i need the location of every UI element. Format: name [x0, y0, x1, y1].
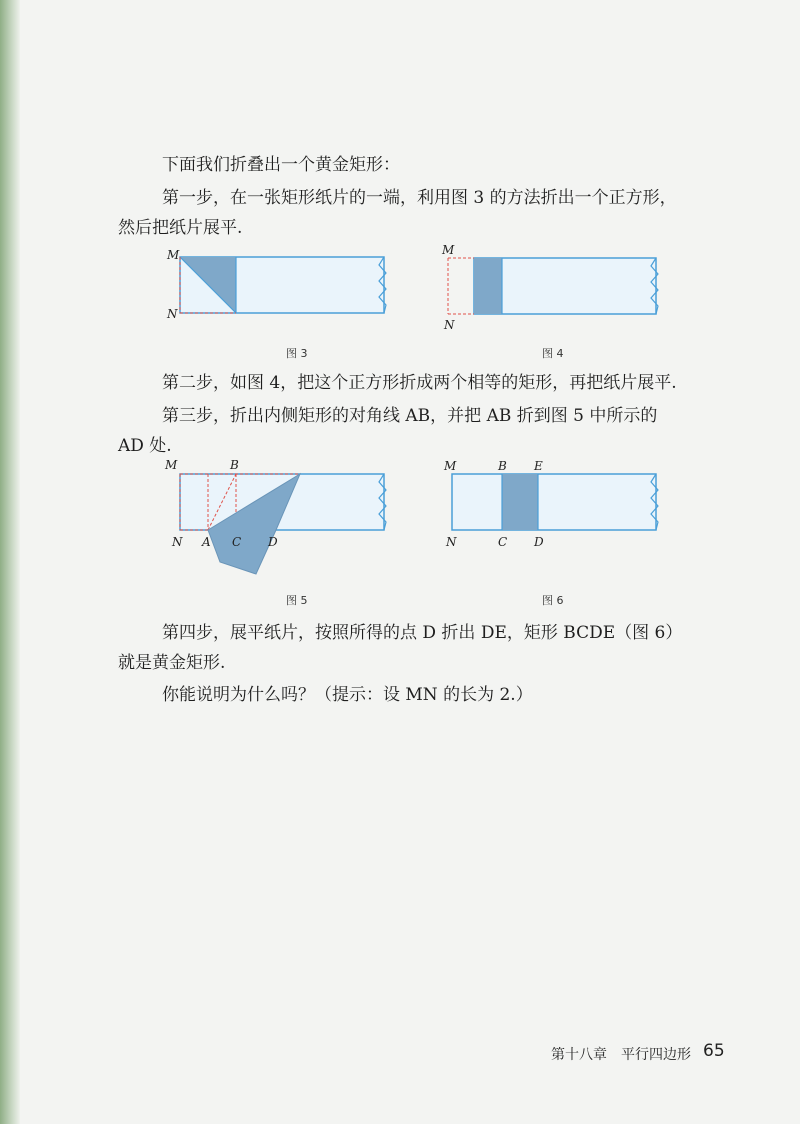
- fig5-caption: 图 5: [286, 594, 308, 607]
- fig6-label-c: C: [498, 535, 508, 549]
- fig6-paper-strip: [452, 474, 656, 530]
- page-number: 65: [703, 1041, 725, 1061]
- figure-5: [160, 452, 400, 582]
- fig3-label-m: M: [167, 248, 180, 262]
- fig3-caption: 图 3: [286, 347, 308, 360]
- fig6-label-m: M: [444, 459, 457, 473]
- fig4-label-m: M: [442, 243, 455, 257]
- fig5-label-c: C: [232, 535, 242, 549]
- step3-line2: AD 处.: [118, 436, 172, 456]
- fig4-caption: 图 4: [542, 347, 564, 360]
- step1-line2: 然后把纸片展平.: [118, 218, 243, 238]
- question-text: 你能说明为什么吗？（提示：设 MN 的长为 2.）: [162, 685, 533, 705]
- step2-text: 第二步，如图 4，把这个正方形折成两个相等的矩形，再把纸片展平.: [162, 373, 677, 393]
- intro-text: 下面我们折叠出一个黄金矩形：: [162, 155, 400, 175]
- fig4-label-n: N: [444, 318, 455, 332]
- chapter-title: 第十八章 平行四边形: [551, 1047, 691, 1063]
- figure-6: [440, 454, 670, 554]
- fig6-label-n: N: [446, 535, 457, 549]
- fig5-label-d: D: [268, 535, 278, 549]
- fig6-label-d: D: [534, 535, 544, 549]
- fig5-label-b: B: [230, 458, 239, 472]
- fig6-shaded-strip: [502, 474, 538, 530]
- figure-4: [440, 244, 670, 334]
- fig5-label-m: M: [165, 458, 178, 472]
- fig5-label-n: N: [172, 535, 183, 549]
- fig6-caption: 图 6: [542, 594, 564, 607]
- figure-3: [160, 246, 400, 326]
- fig6-label-e: E: [534, 459, 543, 473]
- fig6-label-b: B: [498, 459, 507, 473]
- step4-line1: 第四步，展平纸片，按照所得的点 D 折出 DE，矩形 BCDE（图 6）: [162, 623, 683, 643]
- fig4-inner-rectangle: [474, 258, 502, 314]
- book-spine-shadow: [0, 0, 20, 1124]
- step1-line1: 第一步，在一张矩形纸片的一端，利用图 3 的方法折出一个正方形，: [162, 188, 677, 208]
- step4-line2: 就是黄金矩形.: [118, 653, 226, 673]
- fig5-label-a: A: [202, 535, 211, 549]
- fig3-label-n: N: [167, 307, 178, 321]
- step3-line1: 第三步，折出内侧矩形的对角线 AB，并把 AB 折到图 5 中所示的: [162, 406, 658, 426]
